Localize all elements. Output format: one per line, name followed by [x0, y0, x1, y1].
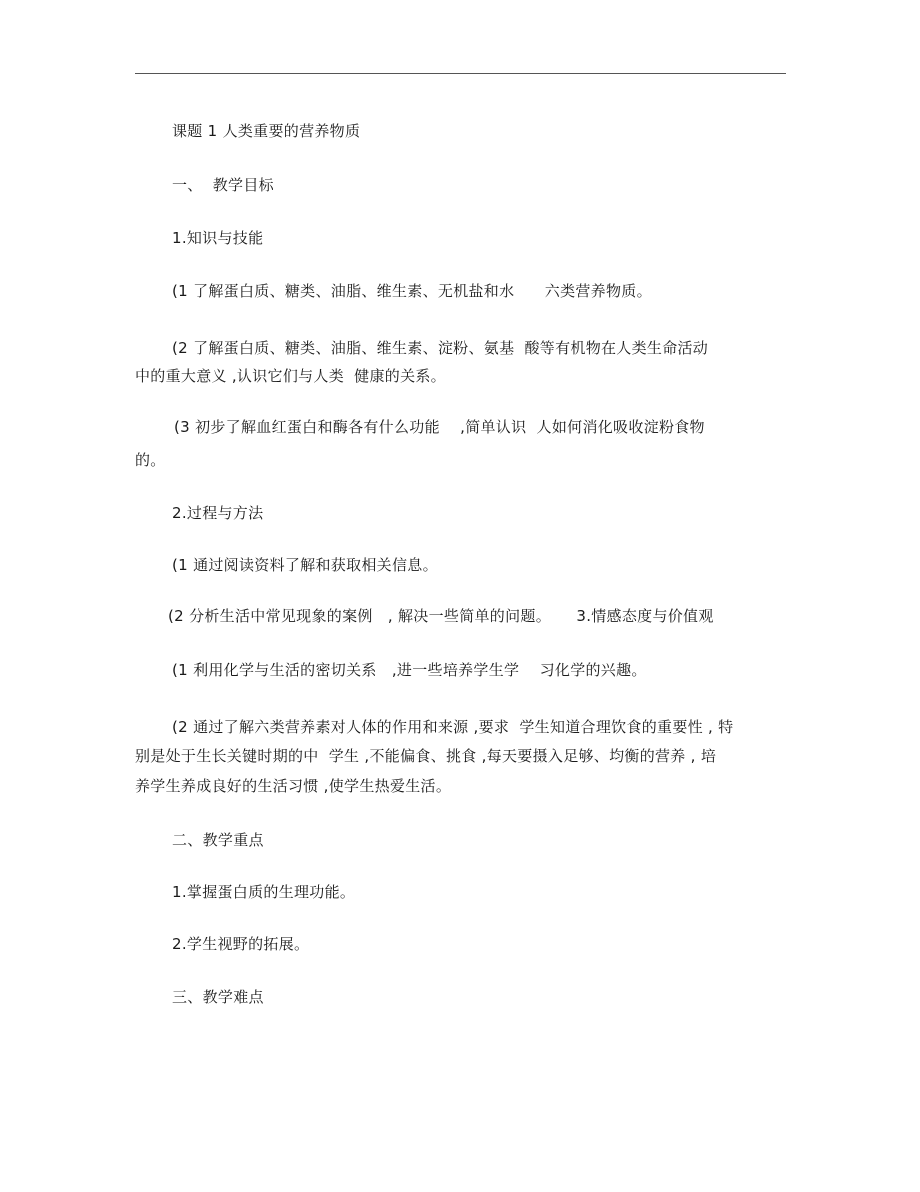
objective-item-3-line2: 的。 [135, 451, 166, 469]
process-item-2: (2 分析生活中常见现象的案例 , 解决一些简单的问题。 3.情感态度与价值观 [168, 607, 714, 625]
key-point-2: 2.学生视野的拓展。 [172, 935, 310, 953]
lesson-title: 课题 1 人类重要的营养物质 [172, 122, 361, 140]
objective-item-2-line2: 中的重大意义 ,认识它们与人类 健康的关系。 [135, 367, 446, 385]
section-heading-difficulties: 三、教学难点 [172, 988, 264, 1006]
section-heading-objectives: 一、 教学目标 [172, 176, 274, 194]
section-heading-key-points: 二、教学重点 [172, 831, 264, 849]
objective-item-1: (1 了解蛋白质、糖类、油脂、维生素、无机盐和水 六类营养物质。 [172, 282, 652, 300]
process-item-1: (1 通过阅读资料了解和获取相关信息。 [172, 556, 438, 574]
key-point-1: 1.掌握蛋白质的生理功能。 [172, 883, 356, 901]
attitude-item-1: (1 利用化学与生活的密切关系 ,进一些培养学生学 习化学的兴趣。 [172, 661, 647, 679]
attitude-item-2-line3: 养学生养成良好的生活习惯 ,使学生热爱生活。 [135, 777, 452, 795]
objective-item-3-line1: (3 初步了解血红蛋白和酶各有什么功能 ,简单认识 人如何消化吸收淀粉食物 [174, 418, 705, 436]
attitude-item-2-line1: (2 通过了解六类营养素对人体的作用和来源 ,要求 学生知道合理饮食的重要性 , 特 [172, 718, 734, 736]
attitude-item-2-line2: 别是处于生长关键时期的中 学生 ,不能偏食、挑食 ,每天要摄入足够、均衡的营养 , 培 [135, 747, 717, 765]
objective-item-2-line1: (2 了解蛋白质、糖类、油脂、维生素、淀粉、氨基 酸等有机物在人类生命活动 [172, 339, 709, 357]
header-rule [135, 73, 786, 74]
subheading-process-methods: 2.过程与方法 [172, 504, 264, 522]
subheading-knowledge-skills: 1.知识与技能 [172, 229, 264, 247]
